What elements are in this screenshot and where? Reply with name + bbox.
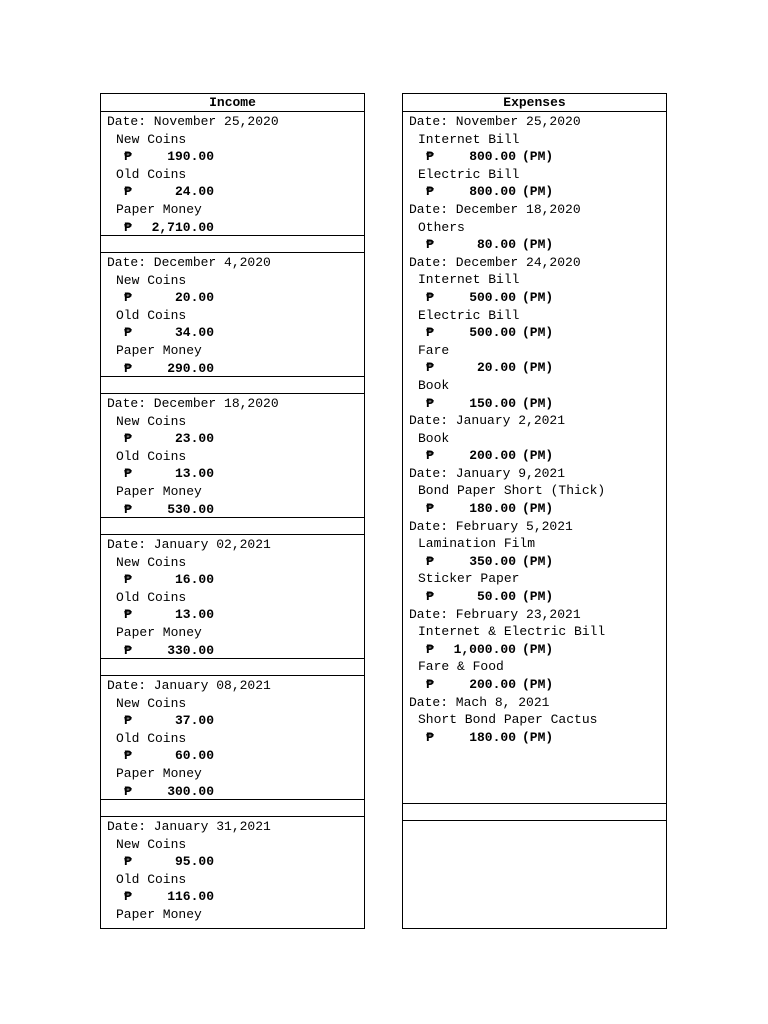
amount-value: 23.00	[174, 431, 214, 447]
amount-value: 20.00	[476, 360, 516, 376]
currency-symbol: ₱	[426, 553, 434, 569]
amount-line	[403, 289, 666, 307]
entry-date: Date: January 31,2021	[107, 819, 271, 834]
currency-symbol: ₱	[124, 607, 132, 623]
currency-symbol: ₱	[426, 729, 434, 745]
amount-value: 530.00	[167, 501, 214, 517]
income-entry	[101, 817, 364, 923]
amount-value: 330.00	[167, 642, 214, 658]
amount-line	[101, 219, 364, 237]
amount-line	[403, 588, 666, 606]
currency-symbol: ₱	[426, 448, 434, 464]
item-label: Paper Money	[116, 483, 202, 499]
amount-value: 800.00	[469, 149, 516, 165]
amount-value: 290.00	[167, 360, 214, 376]
amount-value: 16.00	[174, 572, 214, 588]
amount-line	[101, 606, 364, 624]
currency-symbol: ₱	[426, 289, 434, 305]
amount-value: 50.00	[476, 589, 516, 605]
currency-symbol: ₱	[426, 589, 434, 605]
amount-value: 116.00	[167, 889, 214, 905]
entry-date: Date: November 25,2020	[409, 114, 581, 129]
expenses-column	[402, 93, 667, 929]
amount-line	[403, 500, 666, 518]
amount-value: 150.00	[469, 395, 516, 411]
amount-value: 200.00	[469, 448, 516, 464]
entry-date: Date: Mach 8, 2021	[409, 694, 550, 710]
amount-line	[403, 395, 666, 413]
pm-tag: (PM)	[522, 184, 554, 200]
expenses-entries	[403, 112, 666, 927]
currency-symbol: ₱	[124, 149, 132, 165]
amount-line	[403, 641, 666, 659]
amount-value: 200.00	[469, 677, 516, 692]
pm-tag: (PM)	[522, 325, 554, 341]
separator-row	[101, 236, 364, 253]
amount-line	[101, 183, 364, 201]
pm-tag: (PM)	[522, 677, 554, 692]
amount-line	[403, 447, 666, 465]
item-label: New Coins	[116, 413, 187, 429]
entry-date: Date: December 24,2020	[409, 254, 581, 270]
income-entries	[101, 112, 364, 923]
amount-line	[101, 465, 364, 483]
currency-symbol: ₱	[124, 501, 132, 517]
amount-line	[101, 148, 364, 166]
currency-symbol: ₱	[124, 713, 132, 729]
item-label: Book	[418, 430, 450, 446]
entry-date: Date: February 5,2021	[409, 518, 573, 534]
item-label: Bond Paper Short (Thick)	[418, 483, 606, 499]
amount-line	[403, 148, 666, 166]
item-label: New Coins	[116, 554, 187, 570]
currency-symbol: ₱	[124, 783, 132, 799]
item-label: New Coins	[116, 836, 187, 852]
pm-tag: (PM)	[522, 589, 554, 605]
amount-value: 60.00	[174, 748, 214, 764]
amount-line	[101, 360, 364, 378]
pm-tag: (PM)	[522, 448, 554, 464]
currency-symbol: ₱	[426, 149, 434, 165]
item-label: Old Coins	[116, 871, 187, 887]
item-label: Internet & Electric Bill	[418, 624, 606, 640]
currency-symbol: ₱	[124, 431, 132, 447]
entry-date: Date: January 2,2021	[409, 413, 566, 429]
item-label: Electric Bill	[418, 307, 520, 323]
entry-date: Date: December 4,2020	[107, 255, 271, 270]
pm-tag: (PM)	[522, 501, 554, 517]
currency-symbol: ₱	[426, 395, 434, 411]
entry-date: Date: January 9,2021	[409, 465, 566, 481]
entry-date: Date: February 23,2021	[409, 606, 581, 622]
amount-value: 350.00	[469, 553, 516, 569]
currency-symbol: ₱	[124, 889, 132, 905]
item-label: Sticker Paper	[418, 571, 520, 587]
amount-line	[101, 501, 364, 519]
currency-symbol: ₱	[124, 290, 132, 306]
amount-line	[101, 642, 364, 660]
income-header: Income	[101, 94, 364, 112]
item-label: Internet Bill	[418, 272, 520, 288]
amount-value: 2,710.00	[151, 219, 214, 235]
amount-line	[403, 324, 666, 342]
income-entry	[101, 676, 364, 800]
currency-symbol: ₱	[124, 572, 132, 588]
item-label: New Coins	[116, 131, 187, 147]
currency-symbol: ₱	[124, 219, 132, 235]
currency-symbol: ₱	[124, 184, 132, 200]
expenses-header: Expenses	[403, 94, 666, 112]
item-label: Book	[418, 377, 450, 393]
amount-value: 180.00	[469, 729, 516, 745]
expenses-list	[403, 112, 666, 804]
item-label: Internet Bill	[418, 131, 520, 147]
income-entry	[101, 112, 364, 236]
amount-line	[101, 571, 364, 589]
item-label: Paper Money	[116, 906, 202, 922]
currency-symbol: ₱	[426, 360, 434, 376]
pm-tag: (PM)	[522, 360, 554, 376]
amount-line	[101, 853, 364, 871]
pm-tag: (PM)	[522, 395, 554, 411]
income-entry	[101, 253, 364, 377]
entry-date: Date: January 08,2021	[107, 678, 271, 693]
amount-value: 80.00	[476, 237, 516, 253]
amount-value: 13.00	[174, 466, 214, 482]
income-entry	[101, 535, 364, 659]
amount-line	[101, 289, 364, 307]
separator-row	[101, 800, 364, 817]
amount-line	[403, 183, 666, 201]
separator-row	[101, 659, 364, 676]
amount-line	[101, 324, 364, 342]
pm-tag: (PM)	[522, 553, 554, 569]
pm-tag: (PM)	[522, 237, 554, 253]
item-label: Paper Money	[116, 624, 202, 640]
currency-symbol: ₱	[426, 641, 434, 657]
income-column	[100, 93, 365, 929]
currency-symbol: ₱	[426, 184, 434, 200]
amount-value: 300.00	[167, 783, 214, 799]
item-label: Short Bond Paper Cactus	[418, 712, 598, 728]
currency-symbol: ₱	[124, 466, 132, 482]
amount-value: 500.00	[469, 325, 516, 341]
entry-date: Date: December 18,2020	[409, 201, 581, 217]
entry-date: Date: December 18,2020	[107, 396, 279, 411]
item-label: New Coins	[116, 695, 187, 711]
amount-line	[101, 712, 364, 730]
amount-value: 24.00	[174, 184, 214, 200]
amount-line	[101, 888, 364, 906]
item-label: New Coins	[116, 272, 187, 288]
amount-value: 95.00	[174, 854, 214, 870]
item-label: Others	[418, 219, 465, 235]
currency-symbol: ₱	[124, 360, 132, 376]
entry-date: Date: January 02,2021	[107, 537, 271, 552]
item-label: Paper Money	[116, 342, 202, 358]
item-label: Paper Money	[116, 201, 202, 217]
item-label: Old Coins	[116, 589, 187, 605]
item-label: Fare & Food	[418, 659, 504, 675]
currency-symbol: ₱	[426, 677, 434, 692]
amount-value: 34.00	[174, 325, 214, 341]
item-label: Lamination Film	[418, 536, 536, 552]
amount-value: 800.00	[469, 184, 516, 200]
currency-symbol: ₱	[124, 642, 132, 658]
separator-row	[101, 377, 364, 394]
pm-tag: (PM)	[522, 289, 554, 305]
amount-value: 1,000.00	[453, 641, 516, 657]
currency-symbol: ₱	[426, 237, 434, 253]
separator-row	[101, 518, 364, 535]
currency-symbol: ₱	[426, 501, 434, 517]
item-label: Old Coins	[116, 307, 187, 323]
currency-symbol: ₱	[124, 325, 132, 341]
currency-symbol: ₱	[426, 325, 434, 341]
item-label: Electric Bill	[418, 166, 520, 182]
item-label: Old Coins	[116, 166, 187, 182]
amount-line	[403, 359, 666, 377]
amount-line	[403, 729, 666, 747]
amount-line	[101, 783, 364, 801]
amount-value: 37.00	[174, 713, 214, 729]
amount-value: 13.00	[174, 607, 214, 623]
pm-tag: (PM)	[522, 149, 554, 165]
amount-line	[101, 747, 364, 765]
amount-line	[101, 430, 364, 448]
pm-tag: (PM)	[522, 729, 554, 745]
income-entry	[101, 394, 364, 518]
amount-value: 20.00	[174, 290, 214, 306]
amount-value: 500.00	[469, 289, 516, 305]
amount-value: 190.00	[167, 149, 214, 165]
amount-line	[403, 236, 666, 254]
amount-line	[403, 553, 666, 571]
item-label: Old Coins	[116, 730, 187, 746]
separator-row	[403, 804, 666, 821]
item-label: Old Coins	[116, 448, 187, 464]
item-label: Paper Money	[116, 765, 202, 781]
amount-value: 180.00	[469, 501, 516, 517]
pm-tag: (PM)	[522, 641, 554, 657]
currency-symbol: ₱	[124, 748, 132, 764]
amount-line	[403, 676, 666, 694]
entry-date: Date: November 25,2020	[107, 114, 279, 129]
empty-box	[403, 821, 666, 927]
currency-symbol: ₱	[124, 854, 132, 870]
item-label: Fare	[418, 342, 450, 358]
